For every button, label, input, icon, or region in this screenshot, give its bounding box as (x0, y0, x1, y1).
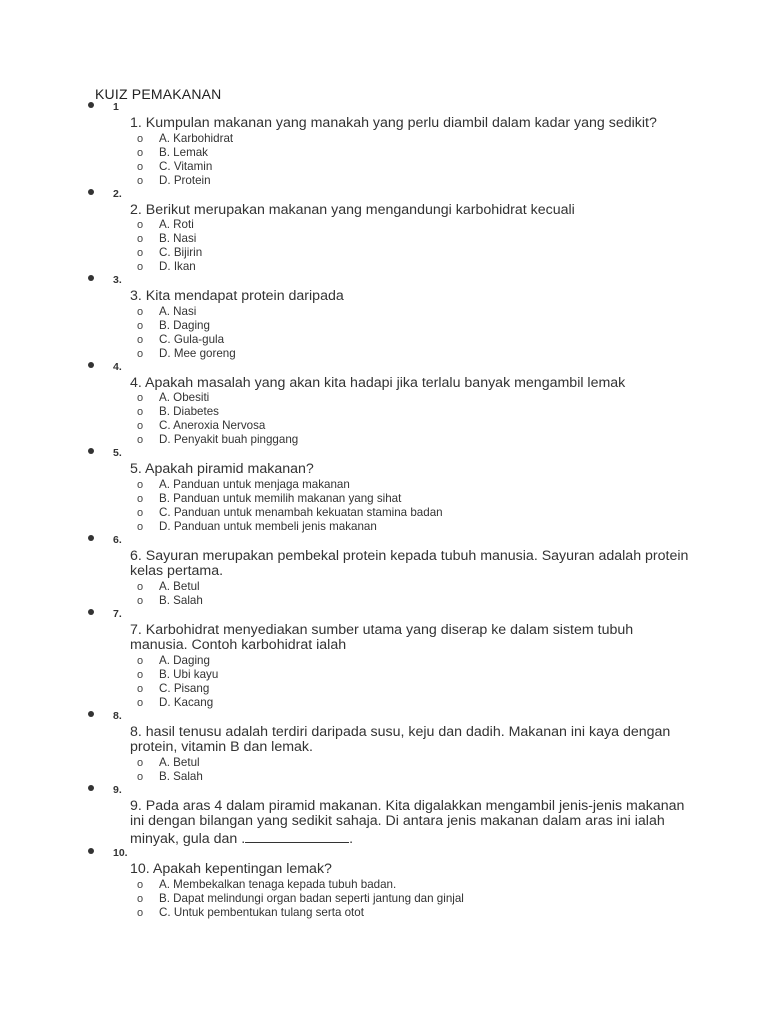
answer-option[interactable] (137, 505, 768, 520)
question-item (0, 274, 768, 361)
bullet-dot-icon (88, 362, 94, 368)
option-label: A. Daging (159, 653, 210, 667)
question-text: 1. Kumpulan makanan yang manakah yang perlu diambil dalam kadar yang sedikit? (130, 115, 657, 131)
circle-outline-icon: o (137, 878, 144, 891)
option-label: B. Panduan untuk memilih makanan yang sihat (159, 491, 402, 505)
circle-outline-icon: o (137, 668, 144, 681)
answer-option[interactable] (137, 769, 768, 784)
answer-option[interactable] (137, 477, 768, 492)
question-list (0, 101, 768, 920)
question-text: 8. hasil tenusu adalah terdiri daripada susu, keju dan dadih. Makanan ini kaya dengan protein, vitamin B dan lemak. (130, 723, 671, 755)
question-item (0, 447, 768, 534)
circle-outline-icon: o (137, 219, 144, 231)
answer-option[interactable] (137, 131, 768, 146)
question-text: 7. Karbohidrat menyediakan sumber utama yang diserap ke dalam sistem tubuh manusia. Contoh karbohidrat ialah (130, 621, 634, 653)
option-label: D. Penyakit buah pinggang (159, 433, 299, 446)
circle-outline-icon: o (137, 654, 144, 667)
circle-outline-icon: o (137, 247, 144, 259)
question-text: 2. Berikut merupakan makanan yang mengandungi karbohidrat kecuali (130, 201, 575, 218)
question-item (0, 710, 768, 784)
option-label: C. Untuk pembentukan tulang serta otot (159, 905, 364, 919)
option-label: A. Nasi (159, 304, 197, 318)
answer-option[interactable] (137, 346, 768, 361)
answer-option[interactable] (137, 405, 768, 419)
option-label: C. Vitamin (159, 159, 213, 173)
option-list (0, 132, 768, 188)
option-label: C. Panduan untuk menambah kekuatan stamina badan (159, 505, 443, 519)
circle-outline-icon: o (137, 261, 144, 273)
option-label: D. Mee goreng (159, 346, 236, 360)
question-item (0, 101, 768, 188)
answer-option[interactable] (137, 304, 768, 319)
answer-option[interactable] (137, 579, 768, 594)
circle-outline-icon: o (137, 682, 144, 695)
circle-outline-icon: o (137, 756, 144, 769)
option-label: B. Salah (159, 593, 203, 607)
bullet-dot-icon (88, 785, 94, 791)
answer-option[interactable] (137, 173, 768, 188)
answer-option[interactable] (137, 491, 768, 506)
bullet-dot-icon (88, 102, 94, 108)
circle-outline-icon: o (137, 333, 144, 346)
circle-outline-icon: o (137, 174, 144, 187)
bullet-dot-icon (88, 448, 94, 454)
answer-option[interactable] (137, 519, 768, 534)
circle-outline-icon: o (137, 506, 144, 519)
question-item (0, 784, 768, 848)
bullet-dot-icon (88, 848, 94, 854)
option-label: B. Dapat melindungi organ badan seperti jantung dan ginjal (159, 891, 464, 905)
circle-outline-icon: o (137, 434, 144, 446)
option-label: D. Panduan untuk membeli jenis makanan (159, 519, 377, 533)
option-label: A. Roti (159, 218, 194, 231)
option-label: A. Panduan untuk menjaga makanan (159, 477, 350, 491)
answer-option[interactable] (137, 232, 768, 246)
circle-outline-icon: o (137, 478, 144, 491)
option-list (0, 580, 768, 608)
bullet-dot-icon (88, 189, 94, 195)
option-label: C. Aneroxia Nervosa (159, 419, 266, 432)
page-title: KUIZ PEMAKANAN (95, 86, 222, 102)
question-item (0, 534, 768, 608)
answer-option[interactable] (137, 653, 768, 668)
option-label: C. Pisang (159, 681, 210, 695)
option-label: C. Bijirin (159, 246, 203, 259)
question-number: 8. (113, 709, 122, 722)
question-number: 3. (113, 274, 122, 286)
option-list (0, 305, 768, 361)
option-label: A. Betul (159, 579, 200, 593)
answer-option[interactable] (137, 667, 768, 682)
circle-outline-icon: o (137, 160, 144, 173)
option-label: B. Ubi kayu (159, 667, 219, 681)
circle-outline-icon: o (137, 520, 144, 533)
circle-outline-icon: o (137, 594, 144, 607)
question-number: 2. (113, 187, 122, 200)
question-item (0, 847, 768, 920)
circle-outline-icon: o (137, 580, 144, 593)
answer-option[interactable] (137, 145, 768, 160)
answer-option[interactable] (137, 318, 768, 333)
question-text: 10. Apakah kepentingan lemak? (130, 861, 332, 877)
answer-option[interactable] (137, 419, 768, 433)
circle-outline-icon: o (137, 696, 144, 709)
circle-outline-icon: o (137, 146, 144, 159)
option-label: C. Gula-gula (159, 332, 225, 346)
option-label: A. Karbohidrat (159, 131, 234, 145)
option-label: D. Kacang (159, 695, 214, 709)
option-label: B. Lemak (159, 145, 208, 159)
option-list (0, 218, 768, 274)
answer-option[interactable] (137, 695, 768, 710)
option-list (0, 756, 768, 784)
answer-option[interactable] (137, 905, 768, 920)
answer-option[interactable] (137, 218, 768, 232)
answer-blank[interactable] (245, 830, 349, 843)
question-number: 10. (113, 847, 128, 859)
question-number: 4. (113, 360, 122, 373)
question-item (0, 361, 768, 448)
blank-end-period: . (349, 830, 354, 847)
answer-option[interactable] (137, 593, 768, 608)
circle-outline-icon: o (137, 906, 144, 919)
bullet-dot-icon (88, 275, 94, 281)
answer-option[interactable] (137, 159, 768, 174)
option-label: A. Obesiti (159, 391, 210, 404)
question-text-body: 9. Pada aras 4 dalam piramid makanan. Kita digalakkan mengambil jenis-jenis makanan ini dengan bilangan yang sedikit sahaja. Di antara jenis makanan dalam aras ini ialah minyak, gula dan . (130, 797, 685, 847)
question-number: 9. (113, 783, 122, 796)
bullet-dot-icon (88, 535, 94, 541)
answer-option[interactable] (137, 755, 768, 770)
question-number: 6. (113, 533, 122, 546)
option-list (0, 478, 768, 534)
option-label: B. Nasi (159, 232, 197, 245)
bullet-dot-icon (88, 711, 94, 717)
question-number: 5. (113, 447, 122, 459)
option-label: A. Membekalkan tenaga kepada tubuh badan. (159, 877, 397, 891)
circle-outline-icon: o (137, 420, 144, 432)
option-label: A. Betul (159, 755, 200, 769)
answer-option[interactable] (137, 246, 768, 260)
answer-option[interactable] (137, 681, 768, 696)
answer-option[interactable] (137, 891, 768, 906)
question-text (130, 784, 690, 848)
circle-outline-icon: o (137, 492, 144, 505)
option-list (0, 391, 768, 447)
option-label: B. Daging (159, 318, 210, 332)
question-item (0, 608, 768, 710)
option-label: D. Ikan (159, 260, 196, 273)
answer-option[interactable] (137, 260, 768, 274)
answer-option[interactable] (137, 391, 768, 405)
circle-outline-icon: o (137, 132, 144, 145)
question-text: 6. Sayuran merupakan pembekal protein kepada tubuh manusia. Sayuran adalah protein kelas pertama. (130, 547, 689, 579)
circle-outline-icon: o (137, 406, 144, 418)
question-item (0, 188, 768, 275)
bullet-dot-icon (88, 609, 94, 615)
question-number: 1 (113, 101, 119, 113)
option-label: B. Salah (159, 769, 203, 783)
question-text: 3. Kita mendapat protein daripada (130, 288, 344, 304)
question-number: 7. (113, 607, 122, 620)
answer-option[interactable] (137, 877, 768, 892)
option-list (0, 878, 768, 920)
circle-outline-icon: o (137, 392, 144, 404)
question-text: 4. Apakah masalah yang akan kita hadapi jika terlalu banyak mengambil lemak (130, 374, 626, 391)
question-text: 5. Apakah piramid makanan? (130, 461, 314, 477)
answer-option[interactable] (137, 433, 768, 447)
option-label: D. Protein (159, 173, 211, 187)
option-list (0, 654, 768, 710)
circle-outline-icon: o (137, 347, 144, 360)
circle-outline-icon: o (137, 305, 144, 318)
circle-outline-icon: o (137, 319, 144, 332)
circle-outline-icon: o (137, 892, 144, 905)
circle-outline-icon: o (137, 770, 144, 783)
answer-option[interactable] (137, 332, 768, 347)
circle-outline-icon: o (137, 233, 144, 245)
option-label: B. Diabetes (159, 405, 219, 418)
